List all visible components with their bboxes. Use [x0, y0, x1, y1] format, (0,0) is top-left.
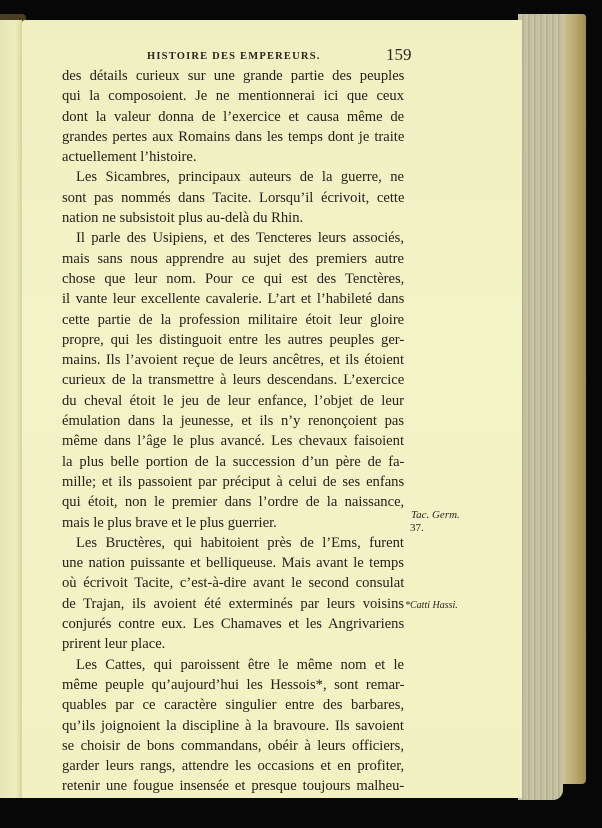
text-line: mille; et ils passoient par préciput à celui de ses enfans: [62, 473, 405, 490]
text-line: mais le plus brave et le plus guerrier.: [62, 514, 277, 531]
text-line: Il parle des Usipiens, et des Tencteres leurs associés,: [76, 230, 404, 247]
facing-page-edge: [0, 20, 23, 798]
text-line: qui étoit, non le premier dans l’ordre de la naissance,: [62, 494, 405, 511]
body-text: [62, 66, 404, 797]
text-line: cette partie de la profession militaire étoit leur gloire: [62, 311, 405, 328]
text-line: des détails curieux sur une grande partie des peuples: [62, 68, 405, 84]
running-title: HISTOIRE DES EMPEREURS.: [147, 51, 321, 62]
text-line: mains. Ils l’avoient reçue de leurs ancêtres, et ils étoient: [62, 352, 405, 369]
text-line: il vante leur excellente cavalerie. L’art et l’habileté dans: [62, 291, 405, 308]
text-line: même peuple qu’aujourd’hui les Hessois*, sont remar-: [62, 676, 405, 693]
text-line: conjurés contre eux. Les Chamaves et les Angrivariens: [62, 616, 405, 633]
text-line: chose que leur nom. Pour ce qui est des Tenctères,: [62, 270, 405, 287]
text-line: la plus belle portion de la succession d’un père de fa-: [62, 453, 405, 470]
text-line: dont la valeur donna de l’exercice et causa même de: [62, 108, 405, 125]
text-line: actuellement l’histoire.: [62, 149, 197, 166]
page-block-edges: [518, 14, 563, 800]
margin-note-tacitus-chapter: 37.: [410, 522, 424, 534]
text-line: garder leurs rangs, attendre les occasions et en profiter,: [62, 758, 405, 775]
text-line: Les Sicambres, principaux auteurs de la guerre, ne: [76, 169, 404, 186]
text-line: Les Bructères, qui habitoient près de l’Ems, furent: [76, 534, 404, 551]
text-line: de Trajan, ils avoient été exterminés par leurs voisins: [62, 595, 405, 612]
text-line: prirent leur place.: [62, 636, 166, 653]
text-line: grandes pertes aux Romains dans les temps dont je traite: [62, 128, 405, 145]
text-line: qu’ils joignoient la discipline à la bravoure. Ils savoient: [62, 717, 404, 734]
text-line: mais sans nous apprendre au sujet des premiers autre: [62, 250, 404, 267]
text-line: même dans l’âge le plus avancé. Les chevaux faisoient: [62, 433, 404, 450]
text-line: qui la composoient. Je ne mentionnerai ici que ceux: [62, 88, 404, 105]
text-line: retenir une fougue insensée et presque toujours malheu-: [62, 778, 405, 795]
text-line: sont pas nommés dans Tacite. Lorsqu’il écrivoit, cette: [62, 189, 405, 206]
text-line: émulation dans la jeunesse, et ils n’y renonçoient pas: [62, 413, 405, 430]
text-line: se choisir de bons commandans, obéir à leurs officiers,: [62, 737, 404, 754]
text-line: du cheval étoit le jeu de leur enfance, l’objet de leur: [62, 392, 404, 409]
text-line: quables par ce caractère singulier entre des barbares,: [62, 697, 405, 714]
text-line: curieux de la transmettre à leurs descendans. L’exercice: [62, 372, 405, 389]
page-number: 159: [386, 45, 412, 64]
text-line: une nation puissante et belliqueuse. Mais avant le temps: [62, 555, 404, 572]
text-line: où écrivoit Tacite, c’est-à-dire avant le second consulat: [62, 575, 405, 592]
text-line: Les Cattes, qui paroissent être le même nom et le: [76, 656, 404, 673]
text-line: propre, qui les distinguoit entre les autres peuples ger-: [62, 331, 405, 348]
margin-note-tacitus: Tac. Germ.: [411, 509, 460, 521]
text-line: nation ne subsistoit plus au-delà du Rhin.: [62, 210, 304, 227]
margin-note-catti: *Catti Hassi.: [405, 600, 458, 611]
